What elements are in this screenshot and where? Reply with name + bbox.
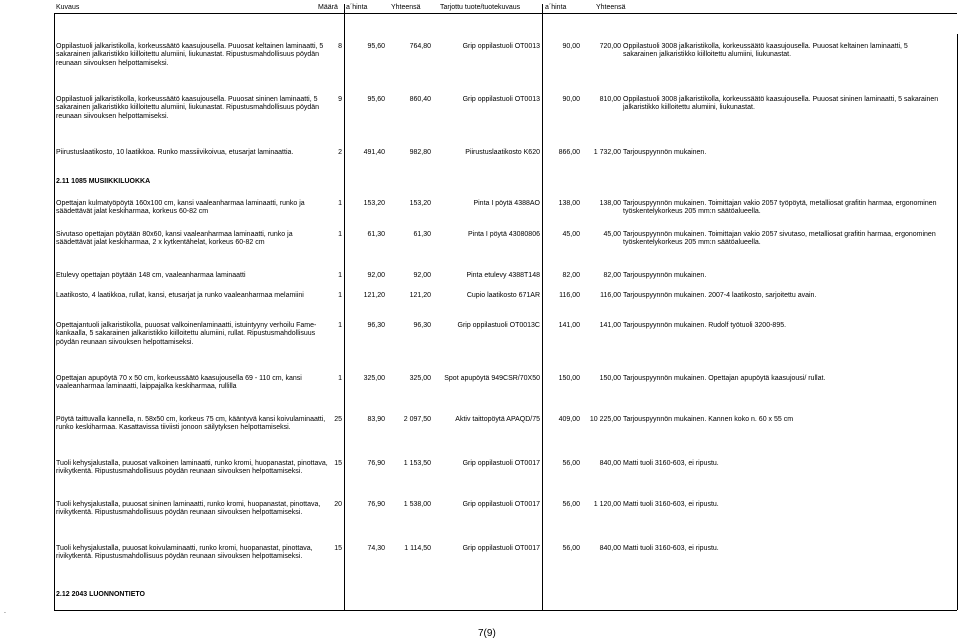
row-unit-price-2: 409,00	[558, 416, 580, 423]
table-bottom-line	[54, 610, 957, 611]
row-total: 61,30	[413, 231, 431, 238]
row-unit-price: 95,60	[367, 96, 385, 103]
row-unit-price-2: 56,00	[562, 460, 580, 467]
row-note: Oppilastuoli 3008 jalkaristikolla, korkeussäätö kaasujousella. Puuosat keltainen laminaatti, 5 sakarainen jalkaristikko kiilloitettu alumiini, liukunastat.	[623, 43, 908, 59]
row-description: Etulevy opettajan pöytään 148 cm, vaaleanharmaa laminaatti	[56, 272, 246, 279]
row-note: Tarjouspyynnön mukainen. 2007-4 laatikosto, sarjoitettu avain.	[623, 292, 817, 299]
col-divider-left	[54, 13, 55, 610]
header-yhteensa: Yhteensä	[391, 4, 421, 11]
row-description: Oppilastuoli jalkaristikolla, korkeussäätö kaasujousella. Puuosat keltainen laminaatti, 5 sakarainen jalkaristikko kiilloitettu alumiini, liukunastat. Ripustusmahdollisuus pöydän reunaan siivouksen helpottamiseksi.	[56, 43, 324, 67]
row-quantity: 9	[338, 96, 342, 103]
row-product: Grip oppilastuoli OT0017	[462, 501, 540, 508]
row-total-2: 116,00	[600, 292, 621, 299]
row-quantity: 1	[338, 200, 342, 207]
row-total: 1 153,50	[403, 460, 431, 467]
row-unit-price: 95,60	[367, 43, 385, 50]
row-note: Tarjouspyynnön mukainen. Kannen koko n. 60 x 55 cm	[623, 416, 794, 423]
row-unit-price-2: 56,00	[562, 501, 580, 508]
page-number: 7(9)	[478, 628, 496, 639]
row-product: Piirustuslaatikosto K620	[465, 149, 540, 156]
header-yhteensa2: Yhteensä	[596, 4, 626, 11]
row-unit-price: 153,20	[363, 200, 385, 207]
col-divider-qty	[344, 4, 345, 610]
row-total: 1 538,00	[403, 501, 431, 508]
row-total-2: 138,00	[599, 200, 621, 207]
row-unit-price-2: 56,00	[562, 545, 580, 552]
row-note: Tarjouspyynnön mukainen. Opettajan apupöytä kaasujousi/ rullat.	[623, 375, 826, 382]
row-product: Pinta etulevy 4388T148	[466, 272, 540, 279]
row-product: Grip oppilastuoli OT0013	[462, 96, 540, 103]
row-total: 153,20	[409, 200, 431, 207]
row-total-2: 10 225,00	[589, 416, 621, 423]
row-quantity: 1	[338, 322, 342, 329]
row-total-2: 1 732,00	[593, 149, 621, 156]
row-note: Tarjouspyynnön mukainen. Toimittajan vakio 2057 työpöytä, metalliosat grafitin harmaa, ergonominen työskentelykorkeus 205 mm:n säätöalueella.	[623, 200, 937, 216]
row-unit-price-2: 138,00	[558, 200, 580, 207]
row-quantity: 15	[334, 545, 342, 552]
row-note: Tarjouspyynnön mukainen.	[623, 149, 707, 156]
row-unit-price: 76,90	[367, 501, 385, 508]
row-description: Oppilastuoli jalkaristikolla, korkeussäätö kaasujousella. Puuosat sininen laminaatti, 5 sakarainen jalkaristikko kiilloitettu alumiini, liukunastat. Ripustusmahdollisuus pöydän reunaan siivouksen helpottamiseksi.	[56, 96, 320, 120]
row-note: Matti tuoli 3160-603, ei ripustu.	[623, 545, 719, 552]
row-total: 764,80	[409, 43, 431, 50]
header-tarjottu: Tarjottu tuote/tuotekuvaus	[440, 4, 521, 11]
row-total-2: 810,00	[599, 96, 621, 103]
row-quantity: 25	[334, 416, 342, 423]
row-total-2: 82,00	[603, 272, 621, 279]
row-note: Tarjouspyynnön mukainen. Rudolf työtuoli 3200-895.	[623, 322, 787, 329]
row-unit-price-2: 116,00	[559, 292, 580, 299]
row-total-2: 45,00	[603, 231, 621, 238]
row-note: Tarjouspyynnön mukainen. Toimittajan vakio 2057 sivutaso, metalliosat grafitin harmaa, ergonominen työskentelykorkeus 205 mm:n säätöalueella.	[623, 231, 936, 247]
header-ahinta2: a´hinta	[545, 4, 567, 11]
header-ahinta: a´hinta	[346, 4, 368, 11]
row-unit-price: 76,90	[367, 460, 385, 467]
row-unit-price: 491,40	[363, 149, 385, 156]
row-product: Aktiv taittopöytä APAQD/75	[455, 416, 540, 423]
row-description: Tuoli kehysjalustalla, puuosat sininen laminaatti, runko kromi, huopanastat, pinottava, rivikytkentä. Ripustusmahdollisuus pöydän reunaan siivouksen helpottamiseksi.	[56, 501, 321, 517]
row-quantity: 1	[338, 292, 342, 299]
row-description: Opettajan kulmatyöpöytä 160x100 cm, kansi vaaleanharmaa laminaatti, runko ja säädettävät jalat keskiharmaa, korkeus 60-82 cm	[56, 200, 305, 216]
row-unit-price: 83,90	[367, 416, 385, 423]
row-total: 982,80	[409, 149, 431, 156]
row-description: Sivutaso opettajan pöytään 80x60, kansi vaaleanharmaa laminaatti, runko ja säädettävät jalat keskiharmaa, 2 x kytkentähelat, korkeus 60-82 cm	[56, 231, 293, 247]
row-product: Grip oppilastuoli OT0017	[462, 545, 540, 552]
row-product: Grip oppilastuoli OT0013	[462, 43, 540, 50]
row-unit-price: 61,30	[367, 231, 385, 238]
row-total-2: 840,00	[599, 460, 621, 467]
col-divider-product	[542, 4, 543, 610]
row-unit-price: 121,20	[363, 292, 385, 299]
section-heading: 2.11 1085 MUSIIKKILUOKKA	[56, 178, 151, 185]
header-underline	[54, 13, 957, 14]
header-maara: Määrä	[318, 4, 338, 11]
row-quantity: 2	[338, 149, 342, 156]
row-unit-price-2: 82,00	[562, 272, 580, 279]
row-quantity: 1	[338, 272, 342, 279]
row-unit-price: 74,30	[367, 545, 385, 552]
row-note: Matti tuoli 3160-603, ei ripustu.	[623, 460, 719, 467]
header-kuvaus: Kuvaus	[56, 4, 80, 11]
row-total-2: 720,00	[599, 43, 621, 50]
section-heading: 2.12 2043 LUONNONTIETO	[56, 591, 145, 598]
row-unit-price-2: 150,00	[558, 375, 580, 382]
row-product: Spot apupöytä 949CSR/70X50	[444, 375, 540, 382]
row-description: Piirustuslaatikosto, 10 laatikkoa. Runko massiivikoivua, etusarjat laminaattia.	[56, 149, 294, 156]
row-total: 92,00	[413, 272, 431, 279]
row-unit-price-2: 45,00	[562, 231, 580, 238]
row-unit-price: 96,30	[367, 322, 385, 329]
row-product: Cupio laatikosto 671AR	[466, 292, 540, 299]
row-product: Pinta I pöytä 43080806	[467, 231, 540, 238]
row-total: 2 097,50	[403, 416, 431, 423]
row-total-2: 150,00	[599, 375, 621, 382]
row-total: 860,40	[409, 96, 431, 103]
margin-dot: .	[4, 608, 6, 615]
row-description: Pöytä taittuvalla kannella, n. 58x50 cm, korkeus 75 cm, kääntyvä kansi koivulaminaatti, runko keskiharmaa. Kasattavissa tiiviisti jonoon säilytyksen helpottamiseksi.	[56, 416, 326, 432]
row-total-2: 840,00	[599, 545, 621, 552]
row-description: Tuoli kehysjalustalla, puuosat koivulaminaatti, runko kromi, huopanastat, pinottava, rivikytkentä. Ripustusmahdollisuus pöydän reunaan siivouksen helpottamiseksi.	[56, 545, 313, 561]
row-unit-price-2: 141,00	[558, 322, 580, 329]
row-unit-price: 92,00	[367, 272, 385, 279]
col-divider-right	[957, 34, 958, 610]
row-total: 1 114,50	[404, 545, 431, 552]
row-unit-price: 325,00	[363, 375, 385, 382]
row-quantity: 20	[334, 501, 342, 508]
row-total-2: 141,00	[599, 322, 621, 329]
row-note: Matti tuoli 3160-603, ei ripustu.	[623, 501, 719, 508]
row-quantity: 1	[338, 231, 342, 238]
row-description: Laatikosto, 4 laatikkoa, rullat, kansi, etusarjat ja runko vaaleanharmaa melamiini	[56, 292, 304, 299]
row-unit-price-2: 90,00	[562, 43, 580, 50]
row-product: Pinta I pöytä 4388AO	[473, 200, 540, 207]
row-unit-price-2: 866,00	[558, 149, 580, 156]
row-note: Oppilastuoli 3008 jalkaristikolla, korkeussäätö kaasujousella. Puuosat sininen laminaatti, 5 sakarainen jalkaristikko kiilloitettu alumiini, liukunastat.	[623, 96, 939, 112]
row-product: Grip oppilastuoli OT0013C	[457, 322, 540, 329]
row-quantity: 15	[334, 460, 342, 467]
row-description: Tuoli kehysjalustalla, puuosat valkoinen laminaatti, runko kromi, huopanastat, pinottava, rivikytkentä. Ripustusmahdollisuus pöydän reunaan siivouksen helpottamiseksi.	[56, 460, 328, 476]
row-quantity: 8	[338, 43, 342, 50]
row-product: Grip oppilastuoli OT0017	[462, 460, 540, 467]
row-total: 96,30	[413, 322, 431, 329]
row-total: 325,00	[409, 375, 431, 382]
row-quantity: 1	[338, 375, 342, 382]
row-total-2: 1 120,00	[593, 501, 621, 508]
row-description: Opettajan apupöytä 70 x 50 cm, korkeussäätö kaasujousella 69 - 110 cm, kansi vaaleanharmaa laminaatti, laippajalka keskiharmaa, rullilla	[56, 375, 302, 391]
row-description: Opettajantuoli jalkaristikolla, puuosat valkoinenlaminaatti, istuintyyny verhoilu Fame- kankaalla, 5 sakarainen jalkaristikko kiilloitettu alumiini, rullat. Ripustusmahdollisuus pöydän reunaan siivouksen helpottamiseksi.	[56, 322, 317, 346]
row-total: 121,20	[409, 292, 431, 299]
row-note: Tarjouspyynnön mukainen.	[623, 272, 707, 279]
row-unit-price-2: 90,00	[562, 96, 580, 103]
